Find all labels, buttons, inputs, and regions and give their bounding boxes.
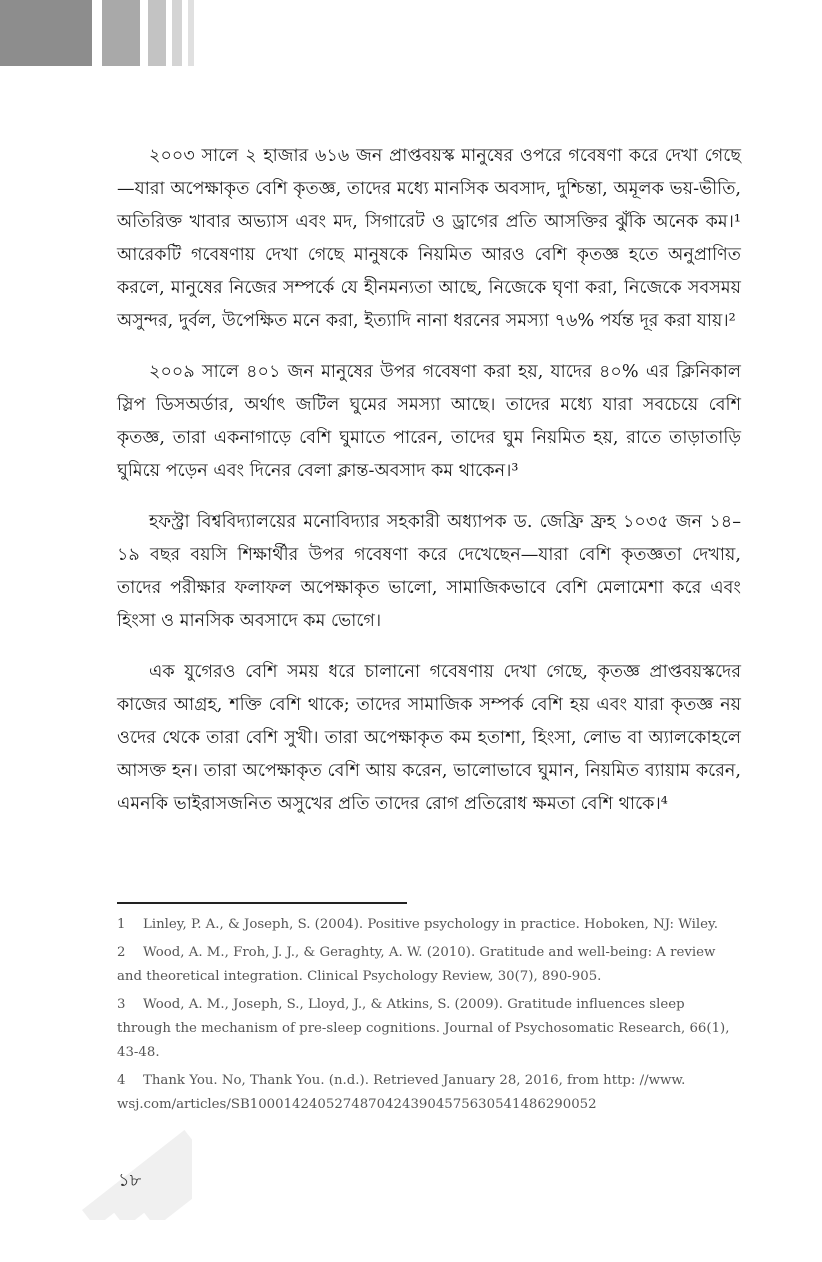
footnote-text: Wood, A. M., Froh, J. J., & Geraghty, A. W. (2010). Gratitude and well-being: A review and theoretical integration. Clinical Psychology Review, 30(7), 890-905. (117, 945, 716, 984)
footnote-number: 1 (117, 917, 126, 932)
paragraph: এক যুগেরও বেশি সময় ধরে চালানো গবেষণায় দেখা গেছে, কৃতজ্ঞ প্রাপ্তবয়স্কদের কাজের আগ্রহ, শক্তি বেশি থাকে; তাদের সামাজিক সম্পর্ক বেশি হয় এবং যারা কৃতজ্ঞ নয় ওদের থেকে তারা বেশি সুখী। তারা অপেক্ষাকৃত কম হতাশা, হিংসা, লোভ বা অ্যালকোহলে আসক্ত হন। তারা অপেক্ষাকৃত বেশি আয় করেন, ভালোভাবে ঘুমান, নিয়মিত ব্যায়াম করেন, এমনকি ভাইরাসজনিত অসুখের প্রতি তাদের রোগ প্রতিরোধ ক্ষমতা বেশি থাকে।⁴ (117, 662, 741, 814)
header-bar (148, 0, 166, 66)
body-text (117, 140, 741, 839)
footnote-text: Linley, P. A., & Joseph, S. (2004). Positive psychology in practice. Hoboken, NJ: Wiley. (143, 917, 719, 932)
footnote-text: Thank You. No, Thank You. (n.d.). Retrieved January 28, 2016, from http: //www. wsj.com/articles/SB10001424052748704243904575630541486290052 (117, 1073, 686, 1112)
footnote (117, 993, 741, 1065)
footnote-number: 2 (117, 945, 126, 960)
paragraph: ২০০৯ সালে ৪০১ জন মানুষের উপর গবেষণা করা হয়, যাদের ৪০% এর ক্লিনিকাল স্লিপ ডিসঅর্ডার, অর্থাৎ জটিল ঘুমের সমস্যা আছে। তাদের মধ্যে যারা সবচেয়ে বেশি কৃতজ্ঞ, তারা একনাগাড়ে বেশি ঘুমাতে পারেন, তাদের ঘুম নিয়মিত হয়, রাতে তাড়াতাড়ি ঘুমিয়ে পড়েন এবং দিনের বেলা ক্লান্ত-অবসাদ কম থাকেন।³ (117, 362, 741, 481)
footnote-number: 4 (117, 1073, 126, 1088)
footnote (117, 1069, 741, 1117)
header-bar (0, 0, 92, 66)
paragraph: হফস্ট্রা বিশ্ববিদ্যালয়ের মনোবিদ্যার সহকারী অধ্যাপক ড. জেফ্রি ফ্রহ ১০৩৫ জন ১৪–১৯ বছর বয়সি শিক্ষার্থীর উপর গবেষণা করে দেখেছেন—যারা বেশি কৃতজ্ঞতা দেখায়, তাদের পরীক্ষার ফলাফল অপেক্ষাকৃত ভালো, সামাজিকভাবে বেশি মেলামেশা করে এবং হিংসা ও মানসিক অবসাদে কম ভোগে। (117, 512, 741, 631)
footnote (117, 941, 741, 989)
footnote (117, 913, 741, 937)
header-decoration-bars (0, 0, 220, 66)
header-bar (188, 0, 194, 66)
footnote-divider (117, 902, 407, 904)
header-bar (172, 0, 182, 66)
paragraph: ২০০৩ সালে ২ হাজার ৬১৬ জন প্রাপ্তবয়স্ক মানুষের ওপরে গবেষণা করে দেখা গেছে—যারা অপেক্ষাকৃত বেশি কৃতজ্ঞ, তাদের মধ্যে মানসিক অবসাদ, দুশ্চিন্তা, অমূলক ভয়-ভীতি, অতিরিক্ত খাবার অভ্যাস এবং মদ, সিগারেট ও ড্রাগের প্রতি আসক্তির ঝুঁকি অনেক কম।¹ আরেকটি গবেষণায় দেখা গেছে মানুষকে নিয়মিত আরও বেশি কৃতজ্ঞ হতে অনুপ্রাণিত করলে, মানুষের নিজের সম্পর্কে যে হীনমন্যতা আছে, নিজেকে ঘৃণা করা, নিজেকে সবসময় অসুন্দর, দুর্বল, উপেক্ষিত মনে করা, ইত্যাদি নানা ধরনের সমস্যা ৭৬% পর্যন্ত দূর করা যায়।² (117, 146, 741, 331)
footnote-text: Wood, A. M., Joseph, S., Lloyd, J., & Atkins, S. (2009). Gratitude influences sleep through the mechanism of pre-sleep cognitions. Journal of Psychosomatic Research, 66(1), 43-48. (117, 997, 730, 1060)
footnotes (117, 913, 741, 1121)
header-bar (102, 0, 140, 66)
footnote-number: 3 (117, 997, 126, 1012)
page-number: ১৮ (118, 1170, 142, 1191)
